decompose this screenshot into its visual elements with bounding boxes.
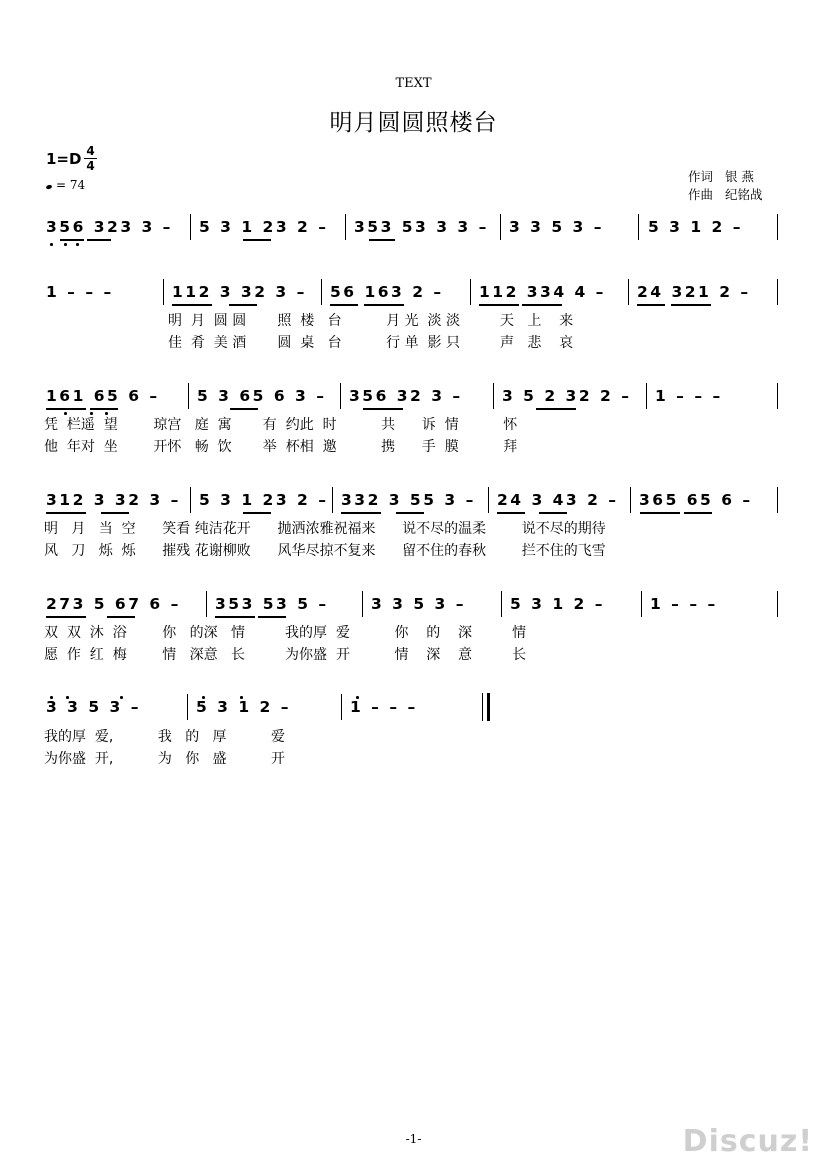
subtitle: TEXT — [395, 76, 432, 91]
score-system-6 — [44, 694, 780, 720]
barline — [638, 214, 639, 240]
measure: 353 53 5 – — [215, 595, 329, 613]
beam-underline — [258, 616, 286, 618]
measure: 365 65 6 – — [639, 491, 753, 509]
measure: 5 3 1 23 2 – — [199, 491, 329, 509]
high-octave-dot — [356, 696, 359, 699]
barline — [777, 214, 778, 240]
tempo-mark — [46, 178, 85, 192]
measure: 3 5 2 32 2 – — [502, 387, 632, 405]
page-title: 明月圆圆照楼台 — [329, 110, 498, 136]
barline — [332, 487, 333, 513]
watermark: Discuz! — [682, 1124, 813, 1159]
high-octave-dot — [240, 696, 243, 699]
lyric-line-2: 佳 肴 美 酒 圆 桌 台 行 单 影 只 声 悲 哀 — [168, 335, 574, 351]
measure: 3 3 5 3 – — [509, 218, 604, 236]
barline — [777, 487, 778, 513]
barline — [345, 214, 346, 240]
measure: 24 3 43 2 – — [497, 491, 619, 509]
beam-underline — [341, 512, 381, 514]
barline — [628, 279, 629, 305]
barline — [187, 694, 188, 720]
measure: 273 5 67 6 – — [46, 595, 181, 613]
barline — [630, 487, 631, 513]
barline — [501, 591, 502, 617]
composer-name: 纪铭战 — [725, 187, 763, 202]
tempo-value: = 74 — [56, 178, 86, 192]
barline — [488, 487, 489, 513]
measure: 356 32 3 – — [349, 387, 463, 405]
barline — [777, 383, 778, 409]
beam-underline — [172, 304, 212, 306]
lyricist-credit — [688, 167, 754, 185]
barline — [500, 214, 501, 240]
lyricist-role: 作词 — [688, 169, 714, 184]
measure: 5 3 65 6 3 – — [197, 387, 327, 405]
low-octave-dot — [64, 243, 67, 246]
barline — [646, 383, 647, 409]
beam-underline — [330, 304, 358, 306]
measure: 112 3 32 3 – — [172, 283, 307, 301]
lyric-line-1: 明 月 当 空 笑看 纯洁花开 抛洒浓雅祝福来 说不尽的温柔 说不尽的期待 — [44, 521, 606, 537]
measure: 112 334 4 – — [479, 283, 606, 301]
beam-underline — [479, 304, 519, 306]
low-octave-dot — [50, 243, 53, 246]
beam-underline — [539, 512, 567, 514]
lyric-line-1: 凭 栏遥 望 琼宫 庭 寓 有 约此 时 共 诉 情 怀 — [44, 417, 518, 433]
beam-underline — [230, 408, 258, 410]
barline — [188, 383, 189, 409]
beam-underline — [684, 512, 712, 514]
high-octave-dot — [120, 696, 123, 699]
barline — [163, 279, 164, 305]
beam-underline — [243, 512, 271, 514]
score-system-5 — [44, 591, 780, 617]
beam-underline — [536, 408, 576, 410]
measure: 56 163 2 – — [330, 283, 444, 301]
beam-underline — [46, 512, 86, 514]
final-barline-thick — [487, 693, 490, 721]
beam-underline — [229, 304, 257, 306]
beam-underline — [60, 239, 84, 241]
beam-underline — [640, 512, 680, 514]
lyric-line-2: 为你盛 开, 为 你 盛 开 — [44, 751, 286, 767]
measure: 3 3 5 3 – — [46, 698, 141, 716]
barline — [493, 383, 494, 409]
barline — [340, 383, 341, 409]
beam-underline — [369, 239, 395, 241]
beam-underline — [87, 239, 111, 241]
measure: 1 – – – — [46, 283, 114, 301]
beam-underline — [243, 239, 271, 241]
high-octave-dot — [66, 696, 69, 699]
lyric-line-2: 风 刀 烁 烁 摧残 花谢柳败 风华尽掠不复来 留不住的春秋 拦不住的飞雪 — [44, 543, 606, 559]
lyric-line-1: 我的厚 爱, 我 的 厚 爱 — [44, 729, 286, 745]
barline — [206, 591, 207, 617]
measure: 356 323 3 – — [46, 218, 173, 236]
score-system-4 — [44, 487, 780, 513]
barline — [190, 487, 191, 513]
time-signature-top: 4 — [86, 144, 95, 158]
beam-underline — [101, 512, 129, 514]
lyric-line-2: 愿 作 红 梅 情 深意 长 为你盛 开 情 深 意 长 — [44, 647, 527, 663]
barline — [777, 591, 778, 617]
beam-underline — [215, 616, 255, 618]
measure: 5 3 1 2 – — [510, 595, 605, 613]
measure: 5 3 1 23 2 – — [199, 218, 329, 236]
measure: 353 53 3 3 – — [354, 218, 489, 236]
composer-credit — [688, 185, 763, 203]
time-signature-bottom: 4 — [84, 158, 97, 173]
barline — [777, 279, 778, 305]
key-signature: 1=D — [46, 150, 82, 168]
beam-underline — [671, 304, 711, 306]
beam-underline — [497, 512, 525, 514]
quarter-note-icon — [45, 184, 52, 190]
beam-underline — [46, 616, 86, 618]
lyric-line-1: 双 双 沐 浴 你 的深 情 我的厚 爱 你 的 深 情 — [44, 625, 527, 641]
low-octave-dot — [76, 243, 79, 246]
barline — [470, 279, 471, 305]
measure: 1 – – – — [655, 387, 723, 405]
lyric-line-2: 他 年对 坐 开怀 畅 饮 举 杯相 邀 携 手 膜 拜 — [44, 439, 518, 455]
high-octave-dot — [50, 696, 53, 699]
measure: 161 65 6 – — [46, 387, 160, 405]
barline — [641, 591, 642, 617]
score-system-1 — [44, 214, 780, 240]
beam-underline — [522, 304, 562, 306]
barline — [362, 591, 363, 617]
measure: 5 3 1 2 – — [648, 218, 743, 236]
barline — [190, 214, 191, 240]
measure: 24 321 2 – — [637, 283, 751, 301]
final-barline-thin — [482, 693, 483, 721]
beam-underline — [637, 304, 665, 306]
score-system-2 — [44, 279, 780, 305]
beam-underline — [90, 408, 118, 410]
beam-underline — [363, 408, 403, 410]
beam-underline — [107, 616, 135, 618]
measure: 3 3 5 3 – — [371, 595, 466, 613]
barline — [341, 694, 342, 720]
measure: 332 3 55 3 – — [341, 491, 476, 509]
score-system-3 — [44, 383, 780, 409]
beam-underline — [396, 512, 424, 514]
measure: 1 – – – — [650, 595, 718, 613]
page-number: -1- — [405, 1132, 422, 1146]
measure: 5 3 1 2 – — [196, 698, 291, 716]
composer-role: 作曲 — [688, 187, 714, 202]
barline — [321, 279, 322, 305]
high-octave-dot — [202, 696, 205, 699]
measure: 1 – – – — [350, 698, 418, 716]
beam-underline — [46, 408, 86, 410]
lyric-line-1: 明 月 圆 圆 照 楼 台 月 光 淡 淡 天 上 来 — [168, 313, 574, 329]
beam-underline — [364, 304, 404, 306]
lyricist-name: 银 燕 — [725, 169, 754, 184]
measure: 312 3 32 3 – — [46, 491, 181, 509]
time-signature — [84, 144, 97, 173]
